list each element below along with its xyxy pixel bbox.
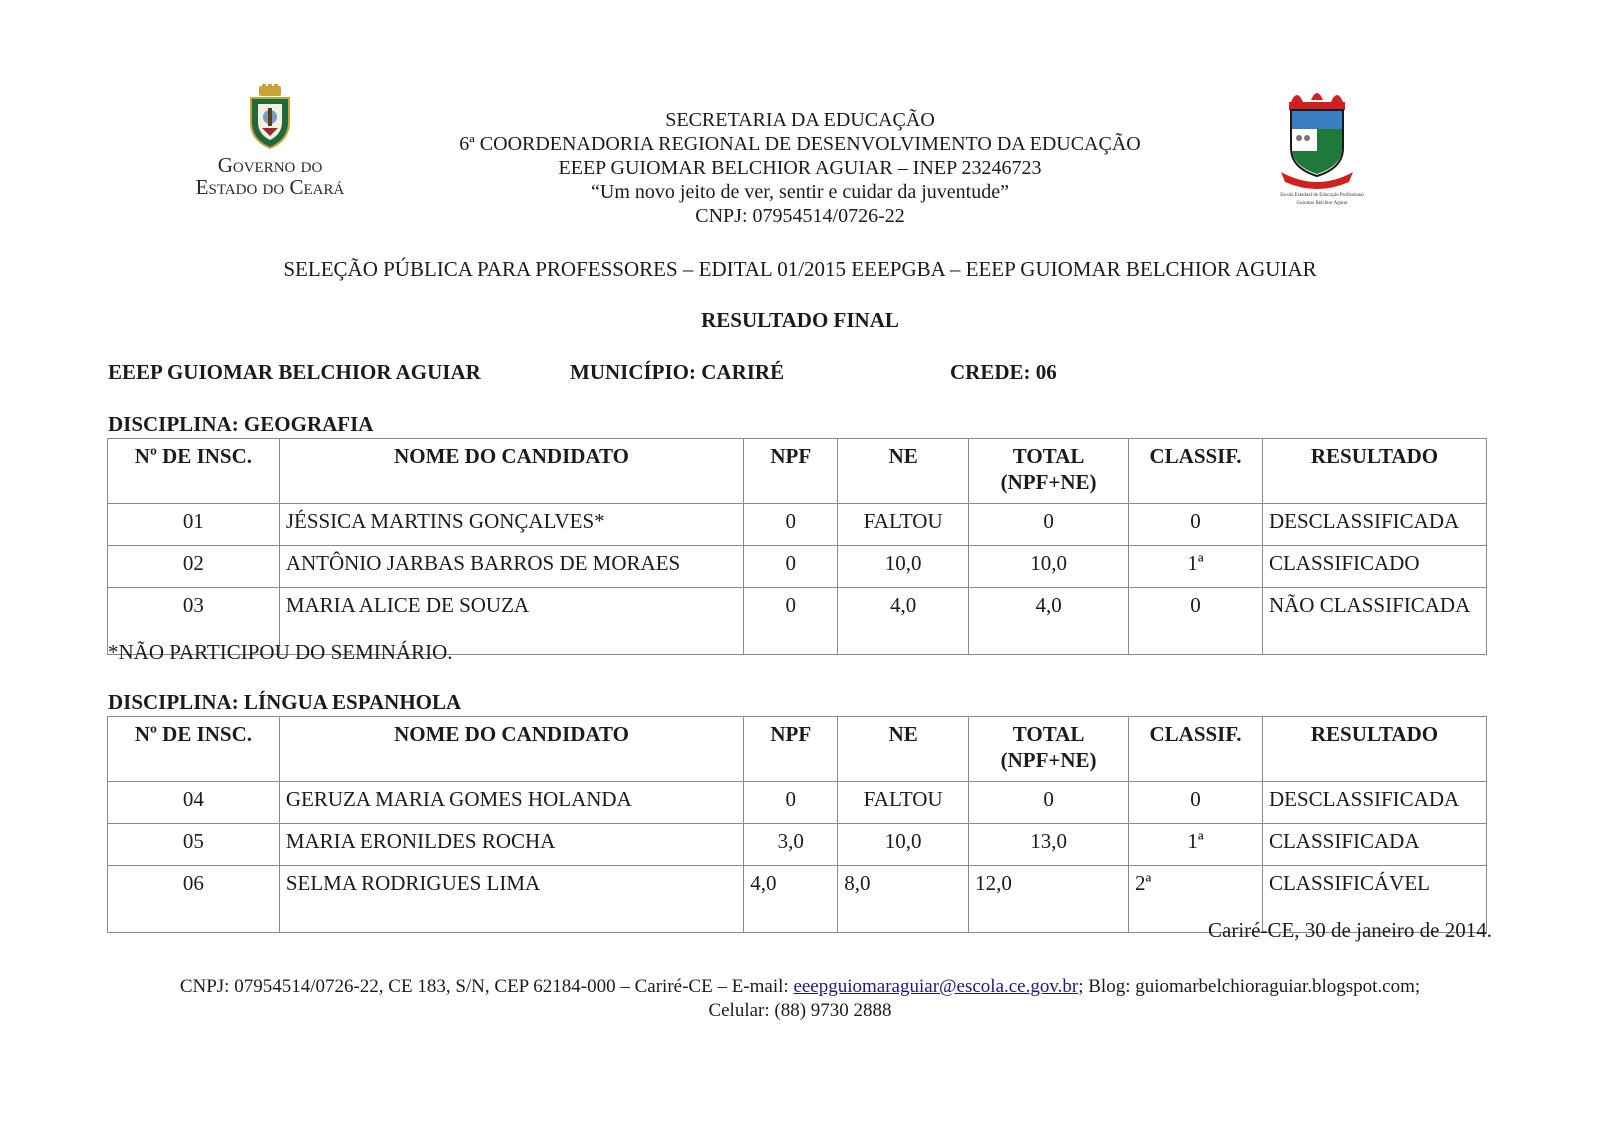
cell-npf: 0 — [744, 588, 838, 655]
cell-classif: 1ª — [1129, 546, 1263, 588]
table-row — [108, 824, 1487, 866]
cell-nome: MARIA ERONILDES ROCHA — [279, 824, 743, 866]
col-header-total: TOTAL (NPF+NE) — [969, 717, 1129, 782]
col-header-resultado: RESULTADO — [1262, 439, 1486, 504]
footer-cnpj-address: CNPJ: 07954514/0726-22, CE 183, S/N, CEP 62184-000 – Cariré-CE – E-mail: — [179, 976, 789, 997]
header-cnpj: CNPJ: 07954514/0726-22 — [695, 205, 905, 227]
cell-nome: SELMA RODRIGUES LIMA — [279, 866, 743, 933]
cell-resultado: DESCLASSIFICADA — [1262, 504, 1486, 546]
logo-right-line2: Guiomar Belchior Aguiar — [1296, 201, 1348, 206]
document-footer — [0, 975, 1600, 1023]
cell-nome: GERUZA MARIA GOMES HOLANDA — [279, 782, 743, 824]
discipline-heading-espanhol: DISCIPLINA: LÍNGUA ESPANHOLA — [108, 690, 462, 714]
cell-resultado: DESCLASSIFICADA — [1262, 782, 1486, 824]
cell-insc: 05 — [108, 824, 280, 866]
cell-insc: 03 — [108, 588, 280, 655]
cell-ne: 4,0 — [838, 588, 969, 655]
footnote-seminario: *NÃO PARTICIPOU DO SEMINÁRIO. — [108, 640, 453, 664]
results-table-geografia — [107, 438, 1487, 655]
cell-nome: ANTÔNIO JARBAS BARROS DE MORAES — [279, 546, 743, 588]
cell-total: 4,0 — [969, 588, 1129, 655]
logo-left-line2: Estado do Ceará — [195, 175, 345, 199]
cell-nome: MARIA ALICE DE SOUZA — [279, 588, 743, 655]
cell-insc: 04 — [108, 782, 280, 824]
col-header-resultado: RESULTADO — [1262, 717, 1486, 782]
col-header-insc: Nº DE INSC. — [108, 717, 280, 782]
cell-total: 12,0 — [969, 866, 1129, 933]
col-header-npf: NPF — [744, 717, 838, 782]
cell-npf: 4,0 — [744, 866, 838, 933]
info-school: EEEP GUIOMAR BELCHIOR AGUIAR — [108, 360, 481, 384]
cell-insc: 02 — [108, 546, 280, 588]
cell-classif: 0 — [1129, 504, 1263, 546]
cell-nome: JÉSSICA MARTINS GONÇALVES* — [279, 504, 743, 546]
footer-email-link[interactable]: eeepguiomaraguiar@escola.ce.gov.br — [793, 976, 1079, 997]
cell-resultado: CLASSIFICADA — [1262, 824, 1486, 866]
cell-ne: 10,0 — [838, 824, 969, 866]
table-row — [108, 546, 1487, 588]
table-row — [108, 504, 1487, 546]
col-header-total: TOTAL (NPF+NE) — [969, 439, 1129, 504]
col-header-ne: NE — [838, 439, 969, 504]
cell-resultado: CLASSIFICADO — [1262, 546, 1486, 588]
header-school-inep: EEEP GUIOMAR BELCHIOR AGUIAR – INEP 23246723 — [558, 157, 1042, 179]
col-header-ne: NE — [838, 717, 969, 782]
cell-npf: 0 — [744, 504, 838, 546]
col-header-classif: CLASSIF. — [1129, 439, 1263, 504]
cell-total: 13,0 — [969, 824, 1129, 866]
cell-total: 0 — [969, 504, 1129, 546]
cell-ne: 10,0 — [838, 546, 969, 588]
cell-ne: FALTOU — [838, 504, 969, 546]
dateline: Cariré-CE, 30 de janeiro de 2014. — [1208, 918, 1492, 942]
table-header-row — [108, 439, 1487, 504]
table-row — [108, 782, 1487, 824]
header-secretaria: SECRETARIA DA EDUCAÇÃO — [665, 109, 935, 131]
document-header — [300, 108, 1300, 228]
header-motto: “Um novo jeito de ver, sentir e cuidar da juventude” — [591, 181, 1009, 203]
ceara-coat-of-arms-icon — [247, 84, 293, 150]
footer-blog: ; Blog: guiomarbelchioraguiar.blogspot.com; — [1078, 976, 1421, 997]
cell-classif: 1ª — [1129, 824, 1263, 866]
cell-npf: 3,0 — [744, 824, 838, 866]
header-coordenadoria: 6ª COORDENADORIA REGIONAL DE DESENVOLVIMENTO DA EDUCAÇÃO — [459, 133, 1141, 155]
table-header-row — [108, 717, 1487, 782]
cell-ne: 8,0 — [838, 866, 969, 933]
cell-classif: 2ª — [1129, 866, 1263, 933]
cell-classif: 0 — [1129, 588, 1263, 655]
discipline-heading-geografia: DISCIPLINA: GEOGRAFIA — [108, 412, 374, 436]
cell-insc: 01 — [108, 504, 280, 546]
footer-address-line — [0, 975, 1600, 999]
cell-ne: FALTOU — [838, 782, 969, 824]
edital-title: SELEÇÃO PÚBLICA PARA PROFESSORES – EDITAL 01/2015 EEEPGBA – EEEP GUIOMAR BELCHIOR AGUIAR — [283, 257, 1317, 281]
logo-left-line1: Governo do — [217, 153, 323, 177]
cell-total: 0 — [969, 782, 1129, 824]
col-header-classif: CLASSIF. — [1129, 717, 1263, 782]
cell-resultado: CLASSIFICÁVEL — [1262, 866, 1486, 933]
col-header-nome: NOME DO CANDIDATO — [279, 439, 743, 504]
col-header-insc: Nº DE INSC. — [108, 439, 280, 504]
col-header-npf: NPF — [744, 439, 838, 504]
info-crede: CREDE: 06 — [950, 360, 1057, 384]
logo-right-line1: Escola Estadual de Educação Profissional — [1280, 193, 1364, 198]
result-title: RESULTADO FINAL — [701, 308, 899, 332]
cell-classif: 0 — [1129, 782, 1263, 824]
cell-insc: 06 — [108, 866, 280, 933]
col-header-nome: NOME DO CANDIDATO — [279, 717, 743, 782]
cell-npf: 0 — [744, 546, 838, 588]
cell-npf: 0 — [744, 782, 838, 824]
footer-phone: Celular: (88) 9730 2888 — [708, 1000, 892, 1021]
results-table-espanhol — [107, 716, 1487, 933]
cell-resultado: NÃO CLASSIFICADA — [1262, 588, 1486, 655]
cell-total: 10,0 — [969, 546, 1129, 588]
info-municipio: MUNICÍPIO: CARIRÉ — [570, 360, 785, 384]
